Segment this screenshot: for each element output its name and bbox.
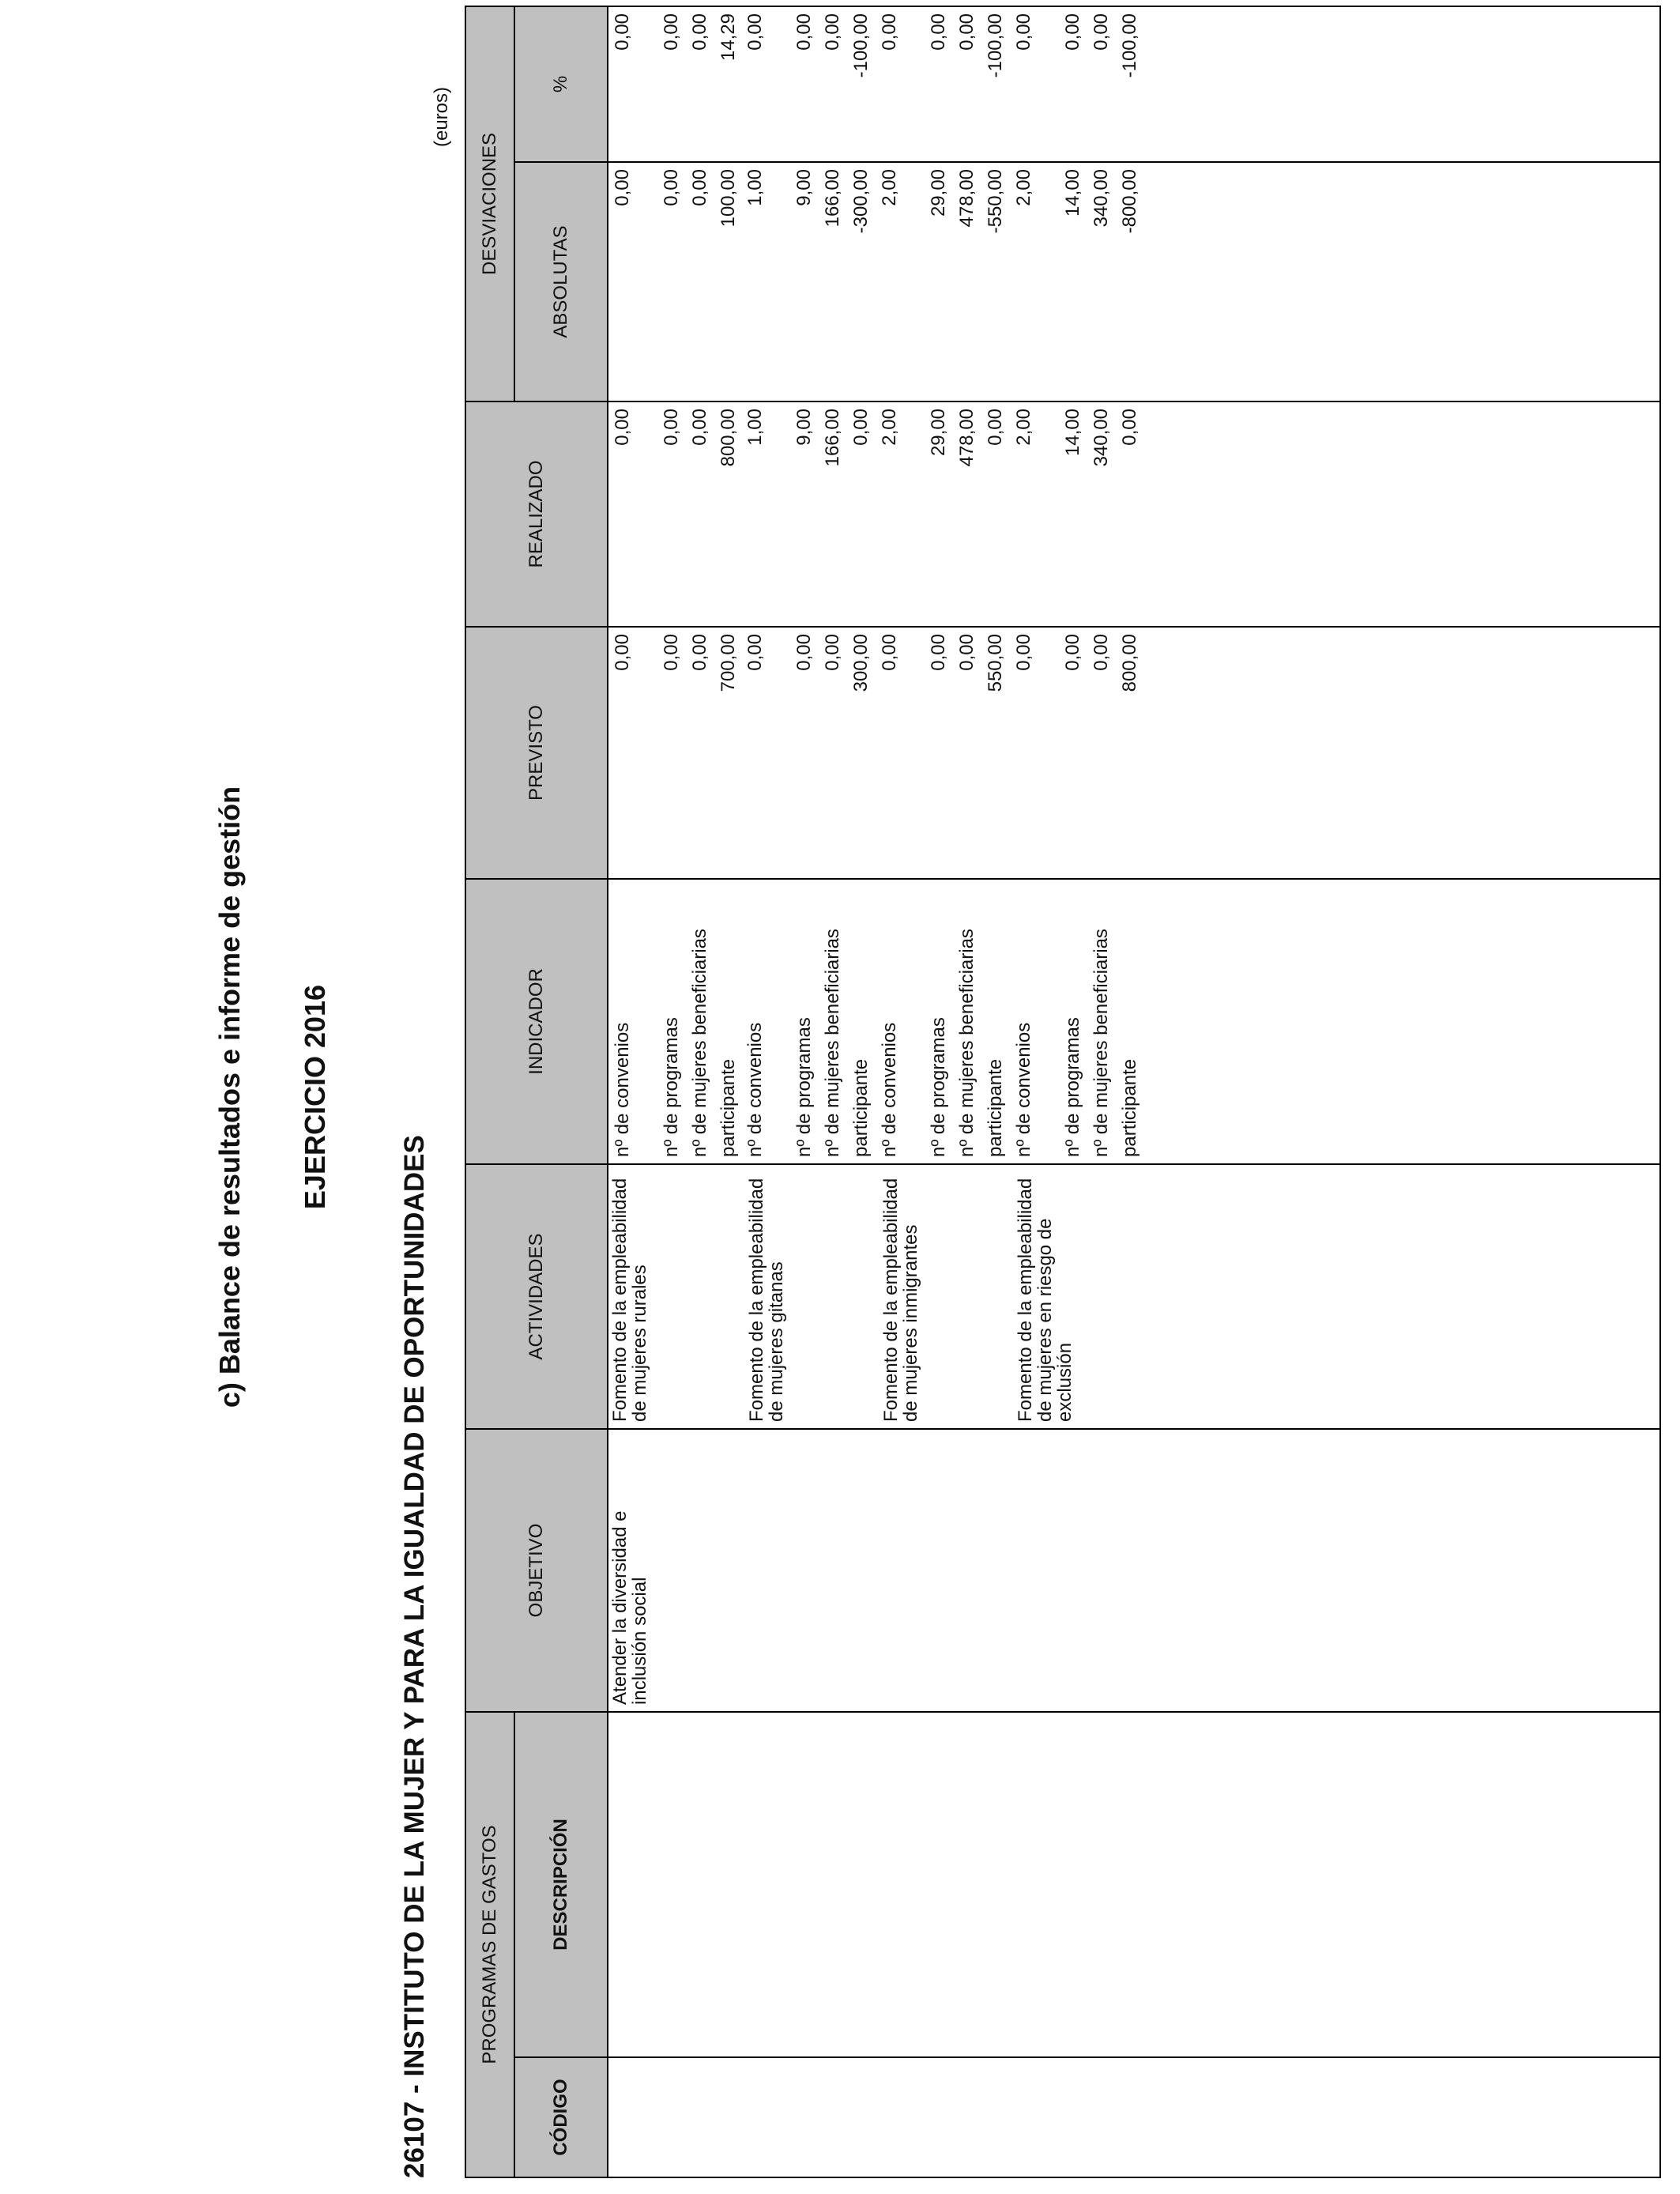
header-previsto: PREVISTO (465, 627, 608, 879)
absolutas-value: 14,00 (1062, 168, 1083, 217)
indicador-text: nº de mujeres beneficiarias (689, 929, 710, 1157)
previsto-value: 550,00 (985, 633, 1006, 692)
previsto-cell (608, 627, 1660, 879)
header-absolutas: ABSOLUTAS (514, 162, 608, 401)
indicador-text: nº de mujeres beneficiarias (956, 929, 977, 1157)
indicador-text: nº de programas (928, 1017, 949, 1157)
header-actividades: ACTIVIDADES (465, 1164, 608, 1429)
porcentaje-value: 0,00 (956, 13, 977, 51)
previsto-value: 800,00 (1119, 633, 1140, 692)
porcentaje-value: 0,00 (1062, 13, 1083, 51)
porcentaje-value: 0,00 (928, 13, 949, 51)
realizado-value: 2,00 (1013, 408, 1034, 446)
absolutas-value: -800,00 (1119, 168, 1140, 234)
indicador-text: nº de convenios (612, 1022, 633, 1157)
actividad-text: Fomento de la empleabilidad de mujeres en riesgo de exclusión (1015, 1178, 1075, 1422)
previsto-value: 0,00 (661, 633, 682, 671)
realizado-value: 0,00 (1119, 408, 1140, 446)
fiscal-year: EJERCICIO 2016 (299, 984, 331, 1210)
realizado-value: 478,00 (956, 408, 977, 467)
previsto-value: 0,00 (956, 633, 977, 671)
indicador-text: participante (1119, 1058, 1140, 1157)
header-porcentaje: % (514, 6, 608, 162)
absolutas-value: 9,00 (793, 168, 815, 206)
absolutas-value: 0,00 (689, 168, 710, 206)
realizado-value: 29,00 (928, 408, 949, 457)
porcentaje-value: 14,29 (718, 13, 739, 62)
actividad-text: Fomento de la empleabilidad de mujeres gitanas (746, 1178, 787, 1422)
realizado-value: 2,00 (879, 408, 900, 446)
table-body-row (608, 6, 1660, 2177)
previsto-value: 700,00 (718, 633, 739, 692)
porcentaje-cell (608, 6, 1660, 162)
realizado-value: 166,00 (822, 408, 843, 467)
previsto-value: 0,00 (689, 633, 710, 671)
indicador-text: participante (850, 1058, 872, 1157)
absolutas-value: 478,00 (956, 168, 977, 228)
absolutas-value: 100,00 (718, 168, 739, 228)
indicador-text: nº de programas (793, 1017, 815, 1157)
header-descripcion: DESCRIPCIÓN (514, 1712, 608, 2057)
previsto-value: 0,00 (1013, 633, 1034, 671)
realizado-value: 0,00 (850, 408, 872, 446)
absolutas-value: 2,00 (879, 168, 900, 206)
previsto-value: 0,00 (793, 633, 815, 671)
porcentaje-value: 0,00 (793, 13, 815, 51)
actividad-text: Fomento de la empleabilidad de mujeres rurales (609, 1178, 650, 1422)
indicador-text: nº de convenios (1013, 1022, 1034, 1157)
descripcion-cell (608, 1712, 1660, 2057)
previsto-value: 300,00 (850, 633, 872, 692)
indicador-text: participante (985, 1058, 1006, 1157)
realizado-value: 340,00 (1090, 408, 1112, 467)
indicador-text: nº de convenios (879, 1022, 900, 1157)
realizado-value: 0,00 (661, 408, 682, 446)
realizado-value: 1,00 (744, 408, 766, 446)
header-codigo: CÓDIGO (514, 2057, 608, 2177)
report-title: c) Balance de resultados e informe de gestión (213, 786, 246, 1408)
header-desviaciones: DESVIACIONES (465, 6, 514, 401)
porcentaje-value: 0,00 (661, 13, 682, 51)
realizado-value: 14,00 (1062, 408, 1083, 457)
indicador-cell (608, 879, 1660, 1164)
objetivo-text: Atender la diversidad e inclusión social (609, 1510, 650, 1705)
currency-unit: (euros) (431, 86, 452, 147)
previsto-value: 0,00 (1062, 633, 1083, 671)
previsto-value: 0,00 (879, 633, 900, 671)
previsto-value: 0,00 (1090, 633, 1112, 671)
indicador-text: participante (718, 1058, 739, 1157)
absolutas-value: 340,00 (1090, 168, 1112, 228)
indicador-text: nº de mujeres beneficiarias (822, 929, 843, 1157)
indicador-text: nº de mujeres beneficiarias (1090, 929, 1112, 1157)
header-programas-de-gastos: PROGRAMAS DE GASTOS (465, 1712, 514, 2177)
previsto-value: 0,00 (822, 633, 843, 671)
absolutas-value: -300,00 (850, 168, 872, 234)
porcentaje-value: -100,00 (985, 13, 1006, 78)
absolutas-value: 0,00 (612, 168, 633, 206)
indicador-text: nº de programas (1062, 1017, 1083, 1157)
realizado-value: 800,00 (718, 408, 739, 467)
porcentaje-value: 0,00 (612, 13, 633, 51)
absolutas-value: -550,00 (985, 168, 1006, 234)
porcentaje-value: 0,00 (1013, 13, 1034, 51)
realizado-value: 0,00 (985, 408, 1006, 446)
realizado-value: 9,00 (793, 408, 815, 446)
porcentaje-value: -100,00 (850, 13, 872, 78)
entity-title: 26107 - INSTITUTO DE LA MUJER Y PARA LA IGUALDAD DE OPORTUNIDADES (399, 1135, 430, 2178)
realizado-value: 0,00 (689, 408, 710, 446)
results-table (465, 6, 1661, 2178)
previsto-value: 0,00 (928, 633, 949, 671)
objetivo-cell (608, 1429, 1660, 1712)
realizado-value: 0,00 (612, 408, 633, 446)
actividad-text: Fomento de la empleabilidad de mujeres inmigrantes (880, 1178, 921, 1422)
indicador-text: nº de programas (661, 1017, 682, 1157)
header-indicador: INDICADOR (465, 879, 608, 1164)
absolutas-value: 0,00 (661, 168, 682, 206)
porcentaje-value: 0,00 (822, 13, 843, 51)
absolutas-value: 166,00 (822, 168, 843, 228)
absolutas-value: 1,00 (744, 168, 766, 206)
porcentaje-value: 0,00 (689, 13, 710, 51)
porcentaje-value: 0,00 (744, 13, 766, 51)
indicador-text: nº de convenios (744, 1022, 766, 1157)
header-realizado: REALIZADO (465, 401, 608, 627)
porcentaje-value: 0,00 (879, 13, 900, 51)
absolutas-cell (608, 162, 1660, 401)
absolutas-value: 29,00 (928, 168, 949, 217)
actividades-cell (608, 1164, 1660, 1429)
realizado-cell (608, 401, 1660, 627)
absolutas-value: 2,00 (1013, 168, 1034, 206)
previsto-value: 0,00 (612, 633, 633, 671)
codigo-cell (608, 2057, 1660, 2177)
porcentaje-value: -100,00 (1119, 13, 1140, 78)
header-objetivo: OBJETIVO (465, 1429, 608, 1712)
previsto-value: 0,00 (744, 633, 766, 671)
porcentaje-value: 0,00 (1090, 13, 1112, 51)
